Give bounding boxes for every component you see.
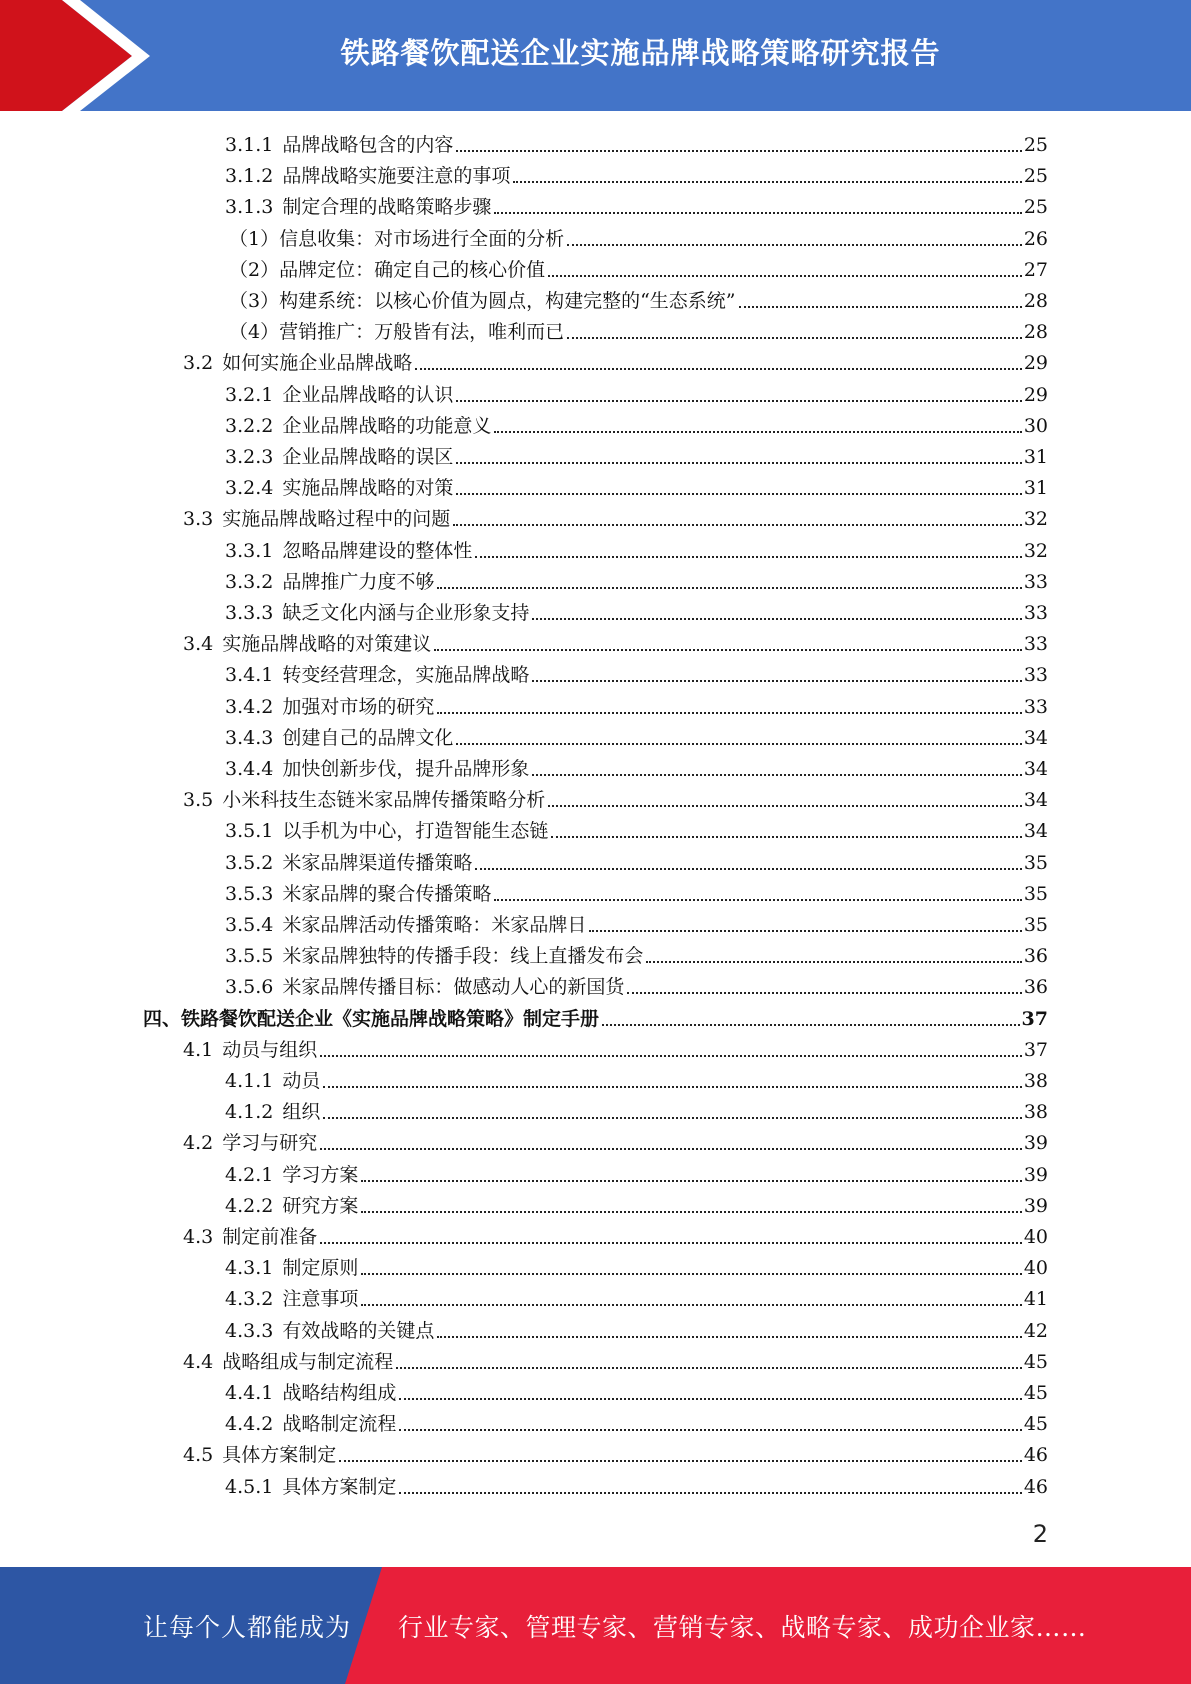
toc-dot-leader	[323, 1085, 1021, 1088]
toc-dot-leader	[627, 991, 1021, 994]
toc-entry-number: 4.2.2	[225, 1194, 274, 1217]
toc-entry[interactable]	[225, 157, 1048, 188]
toc-entry-page: 33	[1023, 570, 1048, 593]
toc-entry-title: 企业品牌战略的认识	[282, 383, 454, 406]
toc-entry-title: 转变经营理念，实施品牌战略	[282, 664, 530, 687]
toc-dot-leader	[396, 1366, 1022, 1369]
toc-dot-leader	[475, 555, 1021, 558]
toc-dot-leader	[548, 274, 1022, 277]
toc-entry-title: 企业品牌战略的功能意义	[282, 414, 492, 437]
toc-entry-title: 小米科技生态链米家品牌传播策略分析	[222, 789, 546, 812]
toc-dot-leader	[456, 742, 1021, 745]
toc-entry[interactable]	[225, 407, 1048, 438]
toc-entry-number: 3.5	[183, 789, 214, 812]
toc-entry-number: 3.1.3	[225, 196, 274, 219]
toc-entry-number: 3.3.1	[225, 539, 274, 562]
toc-entry-page: 30	[1023, 414, 1048, 437]
toc-dot-leader	[494, 430, 1021, 433]
toc-entry[interactable]	[225, 438, 1048, 469]
toc-entry[interactable]	[183, 1343, 1048, 1374]
toc-entry-page: 40	[1023, 1226, 1048, 1248]
toc-entry-number: 4.4.2	[225, 1413, 274, 1436]
toc-dot-leader	[589, 929, 1021, 932]
toc-entry-title: 研究方案	[282, 1194, 359, 1217]
footer-banner	[0, 1567, 1191, 1684]
toc-dot-leader	[494, 211, 1021, 214]
toc-dot-leader	[567, 243, 1022, 246]
toc-entry-number: 3.4.2	[225, 695, 274, 718]
toc-dot-leader	[361, 1272, 1021, 1275]
toc-dot-leader	[453, 523, 1022, 526]
toc-entry[interactable]	[225, 563, 1048, 594]
toc-entry[interactable]	[225, 1093, 1048, 1124]
toc-entry-page: 40	[1023, 1257, 1048, 1280]
toc-entry-number: 3.5.4	[225, 914, 274, 936]
toc-entry-number: 3.2.3	[225, 446, 274, 468]
page-number: 2	[1032, 1520, 1048, 1548]
toc-entry-title: 米家品牌独特的传播手段：线上直播发布会	[282, 945, 644, 968]
toc-entry-page: 36	[1023, 945, 1048, 968]
toc-entry[interactable]	[229, 220, 1048, 251]
toc-entry-page: 32	[1023, 508, 1048, 531]
toc-entry-page: 42	[1023, 1319, 1048, 1342]
toc-entry[interactable]	[183, 781, 1048, 812]
toc-entry[interactable]	[183, 1436, 1048, 1467]
toc-entry-title: 米家品牌渠道传播策略	[282, 851, 473, 874]
toc-entry-number: 3.2.1	[225, 383, 274, 406]
toc-entry-number: 3.3.3	[225, 602, 274, 624]
toc-entry[interactable]	[225, 1062, 1048, 1093]
toc-entry-page: 39	[1023, 1194, 1048, 1217]
toc-entry-page: 28	[1023, 321, 1048, 344]
toc-entry-page: 33	[1023, 633, 1048, 656]
toc-entry-title: 制定原则	[282, 1257, 359, 1280]
toc-entry[interactable]	[225, 1249, 1048, 1280]
toc-dot-leader	[551, 835, 1021, 838]
toc-entry[interactable]	[225, 1468, 1048, 1499]
toc-entry-page: 29	[1023, 383, 1048, 406]
toc-entry-title: （1）信息收集：对市场进行全面的分析	[229, 227, 565, 250]
toc-dot-leader	[415, 367, 1022, 370]
toc-entry-page: 35	[1023, 882, 1048, 905]
toc-dot-leader	[399, 1397, 1021, 1400]
toc-dot-leader	[361, 1303, 1021, 1306]
toc-entry-page: 41	[1023, 1288, 1048, 1311]
toc-entry-number: 3.2.4	[225, 477, 274, 500]
toc-entry-number: 3.1.1	[225, 134, 274, 156]
toc-entry[interactable]	[229, 313, 1048, 344]
toc-entry[interactable]	[229, 251, 1048, 282]
toc-entry[interactable]	[225, 376, 1048, 407]
toc-entry[interactable]	[225, 937, 1048, 968]
toc-entry[interactable]	[143, 1000, 1048, 1031]
toc-entry[interactable]	[183, 1031, 1048, 1062]
toc-entry-page: 38	[1023, 1070, 1048, 1092]
toc-dot-leader	[323, 1116, 1021, 1119]
toc-dot-leader	[399, 1428, 1021, 1431]
toc-entry-page: 45	[1023, 1413, 1048, 1436]
toc-entry-title: 米家品牌活动传播策略：米家品牌日	[282, 914, 587, 936]
toc-entry-page: 39	[1023, 1132, 1048, 1155]
toc-entry[interactable]	[225, 469, 1048, 500]
toc-entry-number: 3.3.2	[225, 570, 274, 593]
toc-entry-title: 品牌战略包含的内容	[282, 134, 454, 156]
toc-entry[interactable]	[225, 126, 1048, 157]
toc-dot-leader	[739, 305, 1022, 308]
toc-entry[interactable]	[225, 1156, 1048, 1187]
toc-entry-title: 实施品牌战略的对策建议	[222, 633, 432, 656]
toc-entry[interactable]	[225, 1280, 1048, 1311]
toc-entry[interactable]	[225, 1187, 1048, 1218]
toc-entry-page: 33	[1023, 664, 1048, 687]
toc-dot-leader	[399, 1491, 1021, 1494]
toc-entry-number: 3.5.3	[225, 882, 274, 905]
toc-entry-number: 4.2.1	[225, 1163, 274, 1186]
toc-entry-number: 3.5.6	[225, 976, 274, 999]
toc-entry-number: 3.4.4	[225, 758, 274, 780]
toc-dot-leader	[646, 960, 1021, 963]
toc-dot-leader	[320, 1054, 1022, 1057]
toc-entry-number: 3.4.3	[225, 726, 274, 749]
toc-entry-page: 31	[1023, 446, 1048, 468]
toc-entry-page: 46	[1023, 1444, 1048, 1467]
toc-entry-number: 3.4.1	[225, 664, 274, 687]
toc-entry-page: 46	[1023, 1475, 1048, 1498]
toc-entry-number: 4.3.1	[225, 1257, 274, 1280]
toc-entry-title: 学习方案	[282, 1163, 359, 1186]
toc-entry-page: 34	[1023, 726, 1048, 749]
document-title: 铁路餐饮配送企业实施品牌战略策略研究报告	[340, 35, 941, 70]
toc-entry[interactable]	[225, 875, 1048, 906]
toc-entry-page: 25	[1023, 165, 1048, 188]
toc-entry-page: 34	[1023, 758, 1048, 780]
toc-entry-page: 36	[1023, 976, 1048, 999]
toc-entry-title: 战略组成与制定流程	[222, 1350, 394, 1373]
toc-dot-leader	[532, 773, 1021, 776]
toc-entry[interactable]	[229, 282, 1048, 313]
toc-entry[interactable]	[225, 656, 1048, 687]
toc-entry-title: 具体方案制定	[222, 1444, 337, 1467]
toc-entry-page: 37	[1021, 1007, 1048, 1030]
toc-entry-title: 动员	[282, 1070, 321, 1092]
toc-entry[interactable]	[225, 844, 1048, 875]
toc-entry-title: 学习与研究	[222, 1132, 318, 1155]
toc-entry[interactable]	[225, 1312, 1048, 1343]
toc-entry[interactable]	[225, 594, 1048, 625]
toc-dot-leader	[475, 867, 1021, 870]
toc-entry-title: （2）品牌定位：确定自己的核心价值	[229, 258, 546, 281]
toc-entry-title: 组织	[282, 1101, 321, 1124]
toc-entry-title: 四、铁路餐饮配送企业《实施品牌战略策略》制定手册	[143, 1007, 600, 1030]
toc-entry[interactable]	[183, 500, 1048, 531]
toc-entry-page: 34	[1023, 789, 1048, 812]
toc-entry-title: 品牌推广力度不够	[282, 570, 435, 593]
toc-entry-number: 4.1.1	[225, 1070, 274, 1092]
toc-dot-leader	[532, 679, 1021, 682]
toc-dot-leader	[456, 461, 1021, 464]
toc-entry-title: 有效战略的关键点	[282, 1319, 435, 1342]
toc-entry[interactable]	[183, 1218, 1048, 1249]
toc-entry-number: 3.2.2	[225, 414, 274, 437]
toc-entry-number: 4.4	[183, 1350, 214, 1373]
toc-entry-number: 4.4.1	[225, 1382, 274, 1404]
toc-entry-page: 33	[1023, 602, 1048, 624]
toc-entry-page: 31	[1023, 477, 1048, 500]
toc-entry-title: 制定合理的战略策略步骤	[282, 196, 492, 219]
toc-entry-title: 企业品牌战略的误区	[282, 446, 454, 468]
toc-entry[interactable]	[225, 1374, 1048, 1405]
toc-entry-title: 具体方案制定	[282, 1475, 397, 1498]
toc-entry[interactable]	[183, 625, 1048, 656]
toc-entry[interactable]	[225, 688, 1048, 719]
toc-entry[interactable]	[225, 188, 1048, 219]
toc-entry-page: 25	[1023, 134, 1048, 156]
toc-entry-number: 4.3.2	[225, 1288, 274, 1311]
toc-entry-page: 45	[1023, 1382, 1048, 1404]
toc-dot-leader	[532, 617, 1021, 620]
toc-entry[interactable]	[225, 719, 1048, 750]
toc-entry-page: 27	[1023, 258, 1048, 281]
toc-entry-title: （4）营销推广：万般皆有法，唯利而已	[229, 321, 565, 344]
toc-dot-leader	[320, 1147, 1022, 1150]
toc-dot-leader	[513, 180, 1021, 183]
toc-entry-title: 实施品牌战略过程中的问题	[222, 508, 451, 531]
toc-entry[interactable]	[225, 812, 1048, 843]
toc-dot-leader	[456, 149, 1021, 152]
toc-entry-title: 缺乏文化内涵与企业形象支持	[282, 602, 530, 624]
toc-entry-page: 29	[1023, 352, 1048, 375]
toc-dot-leader	[320, 1241, 1022, 1244]
toc-entry[interactable]	[183, 344, 1048, 375]
toc-entry[interactable]	[225, 906, 1048, 937]
toc-entry-number: 3.1.2	[225, 165, 274, 188]
toc-entry-number: 4.1	[183, 1038, 214, 1061]
toc-dot-leader	[361, 1210, 1021, 1213]
toc-entry-title: 以手机为中心，打造智能生态链	[282, 820, 549, 843]
toc-entry-title: 品牌战略实施要注意的事项	[282, 165, 511, 188]
toc-entry-number: 3.5.5	[225, 945, 274, 968]
toc-entry[interactable]	[225, 968, 1048, 999]
toc-entry-page: 37	[1023, 1038, 1048, 1061]
toc-dot-leader	[548, 804, 1022, 807]
toc-entry-number: 4.5	[183, 1444, 214, 1467]
toc-entry[interactable]	[225, 532, 1048, 563]
toc-dot-leader	[437, 586, 1021, 589]
toc-dot-leader	[456, 399, 1021, 402]
toc-entry-page: 25	[1023, 196, 1048, 219]
toc-dot-leader	[494, 898, 1021, 901]
toc-entry-title: 加强对市场的研究	[282, 695, 435, 718]
toc-entry-number: 3.5.1	[225, 820, 274, 843]
toc-entry-number: 4.2	[183, 1132, 214, 1155]
toc-entry-title: 米家品牌的聚合传播策略	[282, 882, 492, 905]
footer-slogan-left: 让每个人都能成为	[143, 1612, 352, 1642]
toc-entry-number: 3.4	[183, 633, 214, 656]
header-banner	[0, 0, 1191, 111]
toc-dot-leader	[567, 336, 1022, 339]
toc-entry-number: 4.1.2	[225, 1101, 274, 1124]
toc-entry-title: 实施品牌战略的对策	[282, 477, 454, 500]
toc-entry-page: 26	[1023, 227, 1048, 250]
toc-dot-leader	[602, 1023, 1020, 1026]
toc-dot-leader	[456, 492, 1021, 495]
toc-entry-page: 35	[1023, 914, 1048, 936]
toc-entry-page: 38	[1023, 1101, 1048, 1124]
toc-entry-number: 3.5.2	[225, 851, 274, 874]
toc-entry[interactable]	[225, 750, 1048, 781]
toc-entry-title: 战略结构组成	[282, 1382, 397, 1404]
toc-dot-leader	[339, 1459, 1022, 1462]
toc-entry-page: 39	[1023, 1163, 1048, 1186]
toc-entry-page: 33	[1023, 695, 1048, 718]
footer-slogan-right: 行业专家、管理专家、营销专家、战略专家、成功企业家……	[398, 1612, 1087, 1642]
toc-entry-title: 如何实施企业品牌战略	[222, 352, 413, 375]
toc-entry-page: 35	[1023, 851, 1048, 874]
toc-entry-page: 34	[1023, 820, 1048, 843]
toc-entry-title: 创建自己的品牌文化	[282, 726, 454, 749]
toc-entry-title: 加快创新步伐，提升品牌形象	[282, 758, 530, 780]
toc-dot-leader	[434, 648, 1022, 651]
toc-entry-number: 4.3.3	[225, 1319, 274, 1342]
toc-entry-page: 28	[1023, 290, 1048, 312]
toc-entry[interactable]	[225, 1405, 1048, 1436]
toc-entry-title: 制定前准备	[222, 1226, 318, 1248]
toc-entry-title: 动员与组织	[222, 1038, 318, 1061]
toc-dot-leader	[361, 1179, 1021, 1182]
toc-entry-number: 4.3	[183, 1226, 214, 1248]
toc-entry-number: 4.5.1	[225, 1475, 274, 1498]
toc-entry-title: （3）构建系统：以核心价值为圆点，构建完整的“生态系统”	[229, 290, 736, 312]
toc-entry[interactable]	[183, 1124, 1048, 1155]
toc-entry-title: 米家品牌传播目标：做感动人心的新国货	[282, 976, 625, 999]
toc-dot-leader	[437, 711, 1021, 714]
toc-entry-title: 忽略品牌建设的整体性	[282, 539, 473, 562]
toc-dot-leader	[437, 1335, 1021, 1338]
toc-entry-page: 45	[1023, 1350, 1048, 1373]
toc-entry-title: 注意事项	[282, 1288, 359, 1311]
toc-entry-title: 战略制定流程	[282, 1413, 397, 1436]
toc-entry-number: 3.2	[183, 352, 214, 375]
toc-entry-number: 3.3	[183, 508, 214, 531]
toc-entry-page: 32	[1023, 539, 1048, 562]
